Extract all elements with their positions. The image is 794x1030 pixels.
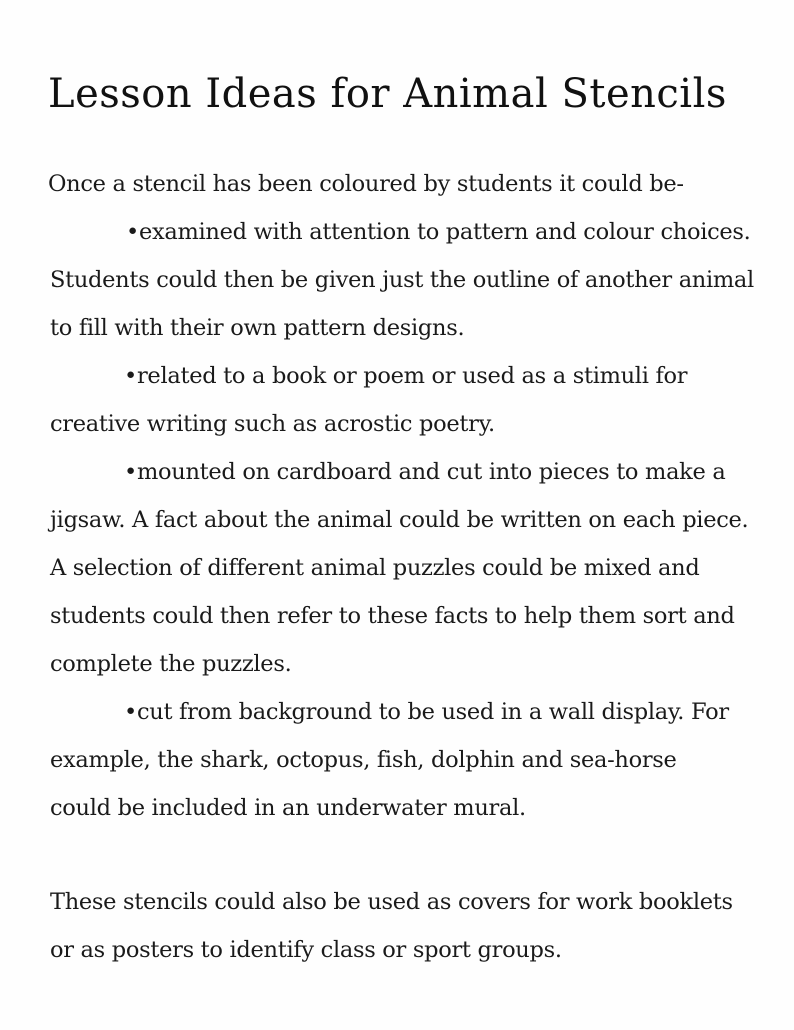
closing-text-line: These stencils could also be used as covers for work booklets	[50, 889, 733, 915]
paragraph-text-line: to fill with their own pattern designs.	[50, 315, 465, 341]
paragraph-text-line: A selection of different animal puzzles could be mixed and	[50, 555, 700, 581]
paragraph-text-line: jigsaw. A fact about the animal could be written on each piece.	[50, 507, 749, 533]
bullet-cut-line: •cut from background to be used in a wall display. For	[124, 699, 729, 725]
paragraph-text-line: creative writing such as acrostic poetry.	[50, 411, 495, 437]
bullet-related-line: •related to a book or poem or used as a stimuli for	[124, 363, 688, 389]
paragraph-text-line: could be included in an underwater mural.	[50, 795, 526, 821]
closing-text-line: or as posters to identify class or sport groups.	[50, 937, 562, 963]
page-title: Lesson Ideas for Animal Stencils	[48, 71, 727, 117]
paragraph-text-line: complete the puzzles.	[50, 651, 292, 677]
paragraph-text-line: Students could then be given just the outline of another animal	[50, 267, 754, 293]
bullet-examined-line: •examined with attention to pattern and colour choices.	[126, 219, 751, 245]
bullet-mounted-line: •mounted on cardboard and cut into pieces to make a	[124, 459, 726, 485]
intro-text-line: Once a stencil has been coloured by students it could be-	[48, 171, 684, 197]
paragraph-text-line: example, the shark, octopus, fish, dolphin and sea-horse	[50, 747, 677, 773]
paragraph-text-line: students could then refer to these facts to help them sort and	[50, 603, 735, 629]
